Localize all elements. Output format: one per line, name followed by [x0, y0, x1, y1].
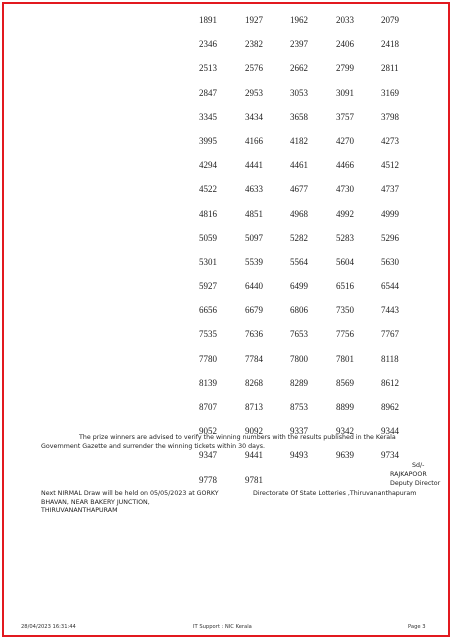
winning-number: 2346 [199, 39, 217, 50]
winning-number: 9337 [290, 426, 308, 437]
winning-number: 3658 [290, 111, 308, 122]
winning-number: 9778 [199, 474, 217, 485]
winning-number: 4166 [245, 135, 263, 146]
winning-number: 9052 [199, 426, 217, 437]
winning-number: 7780 [199, 353, 217, 364]
winning-number: 8713 [245, 402, 263, 412]
winning-number: 4522 [199, 184, 217, 195]
winning-number: 4466 [336, 160, 354, 171]
signatory-block [390, 471, 440, 488]
winning-number: 2811 [381, 63, 399, 74]
winning-number: 2079 [381, 15, 399, 25]
footer-support: IT Support : NIC Kerala [193, 624, 252, 630]
winning-number: 4677 [290, 184, 308, 195]
winning-number: 5283 [336, 232, 354, 243]
winning-number: 9441 [245, 450, 263, 461]
winning-number: 5630 [381, 256, 399, 267]
winning-number: 8899 [336, 402, 354, 412]
notice-paragraph [41, 434, 426, 451]
winning-number: 9092 [245, 426, 263, 437]
notice-line-1: The prize winners are advised to verify the winning numbers with the results published in the Kerala [79, 434, 396, 441]
winning-number: 2513 [199, 63, 217, 74]
winning-number: 2397 [290, 39, 308, 50]
winning-number: 4512 [381, 160, 399, 171]
winning-number: 4968 [290, 208, 308, 219]
winning-number: 6499 [290, 281, 308, 292]
footer-page-number: Page 3 [408, 624, 426, 630]
signatory-name: RAJKAPOOR [390, 471, 427, 478]
winning-number: 4461 [290, 160, 308, 171]
winning-number: 5301 [199, 256, 217, 267]
signatory-designation: Deputy Director [390, 479, 441, 487]
winning-number: 3169 [381, 87, 399, 98]
winning-number: 4992 [336, 208, 354, 219]
winning-number: 8612 [381, 377, 399, 388]
winning-number: 2406 [336, 39, 354, 50]
winning-number: 4737 [381, 184, 399, 195]
winning-number: 3995 [199, 135, 217, 146]
winning-number: 5296 [381, 232, 399, 243]
winning-number: 3053 [290, 87, 308, 98]
winning-number: 4851 [245, 208, 263, 219]
winning-number: 9493 [290, 450, 308, 461]
next-draw-line-1: Next NIRMAL Draw will be held on 05/05/2023 at GORKY [41, 490, 219, 497]
winning-number: 7767 [381, 329, 399, 340]
winning-number: 8707 [199, 402, 217, 412]
winning-number: 6679 [245, 305, 263, 316]
winning-number: 6656 [199, 305, 217, 316]
winning-number: 5927 [199, 281, 217, 292]
winning-number: 8268 [245, 377, 263, 388]
winning-number: 7801 [336, 353, 354, 364]
winning-number: 5097 [245, 232, 263, 243]
winning-number: 5564 [290, 256, 308, 267]
winning-number: 4633 [245, 184, 263, 195]
winning-number: 9344 [381, 426, 399, 437]
winning-number: 7443 [381, 305, 399, 316]
winning-number: 4182 [290, 135, 308, 146]
sd-mark: Sd/- [412, 462, 425, 469]
winning-number: 8118 [381, 353, 399, 364]
winning-number: 1891 [199, 15, 217, 25]
winning-number: 6806 [290, 305, 308, 316]
winning-number: 4730 [336, 184, 354, 195]
winning-number: 7784 [245, 353, 263, 364]
winning-number: 2418 [381, 39, 399, 50]
winning-number: 3345 [199, 111, 217, 122]
winning-number: 9639 [336, 450, 354, 461]
winning-number: 5539 [245, 256, 263, 267]
winning-number: 2576 [245, 63, 263, 74]
winning-number: 1927 [245, 15, 263, 25]
next-draw-line-2: BHAVAN, NEAR BAKERY JUNCTION, [41, 498, 150, 506]
winning-number: 2799 [336, 63, 354, 74]
winning-number: 8569 [336, 377, 354, 388]
winning-number: 3798 [381, 111, 399, 122]
footer-timestamp: 28/04/2023 16:31:44 [21, 624, 76, 630]
winning-number: 8753 [290, 402, 308, 412]
winning-number: 8289 [290, 377, 308, 388]
winning-number: 4273 [381, 135, 399, 146]
winning-number: 7800 [290, 353, 308, 364]
winning-number: 4270 [336, 135, 354, 146]
winning-number: 8962 [381, 402, 399, 412]
next-draw-info [41, 490, 241, 516]
winning-number: 9734 [381, 450, 399, 461]
winning-number: 4294 [199, 160, 217, 171]
winning-number: 7350 [336, 305, 354, 316]
winning-number: 7636 [245, 329, 263, 340]
winning-number: 7756 [336, 329, 354, 340]
notice-line-2: Government Gazette and surrender the winning tickets within 30 days. [41, 442, 266, 450]
winning-number: 4441 [245, 160, 263, 171]
winning-number: 7653 [290, 329, 308, 340]
winning-number: 2953 [245, 87, 263, 98]
winning-number: 3757 [336, 111, 354, 122]
winning-number: 4999 [381, 208, 399, 219]
winning-number: 3434 [245, 111, 263, 122]
winning-number: 3091 [336, 87, 354, 98]
winning-number: 6440 [245, 281, 263, 292]
winning-number: 5604 [336, 256, 354, 267]
winning-number: 2847 [199, 87, 217, 98]
winning-number: 6516 [336, 281, 354, 292]
winning-number: 7535 [199, 329, 217, 340]
winning-number: 2033 [336, 15, 354, 25]
winning-number: 5059 [199, 232, 217, 243]
winning-number: 8139 [199, 377, 217, 388]
winning-number: 5282 [290, 232, 308, 243]
directorate-office: Directorate Of State Lotteries ,Thiruvananthapuram [253, 490, 417, 497]
winning-number: 9347 [199, 450, 217, 461]
winning-number: 4816 [199, 208, 217, 219]
winning-number: 2382 [245, 39, 263, 50]
winning-number: 1962 [290, 15, 308, 25]
next-draw-line-3: THIRUVANANTHAPURAM [41, 507, 118, 515]
winning-number: 2662 [290, 63, 308, 74]
winning-number: 6544 [381, 281, 399, 292]
winning-number: 9342 [336, 426, 354, 437]
winning-number: 9781 [245, 474, 263, 485]
